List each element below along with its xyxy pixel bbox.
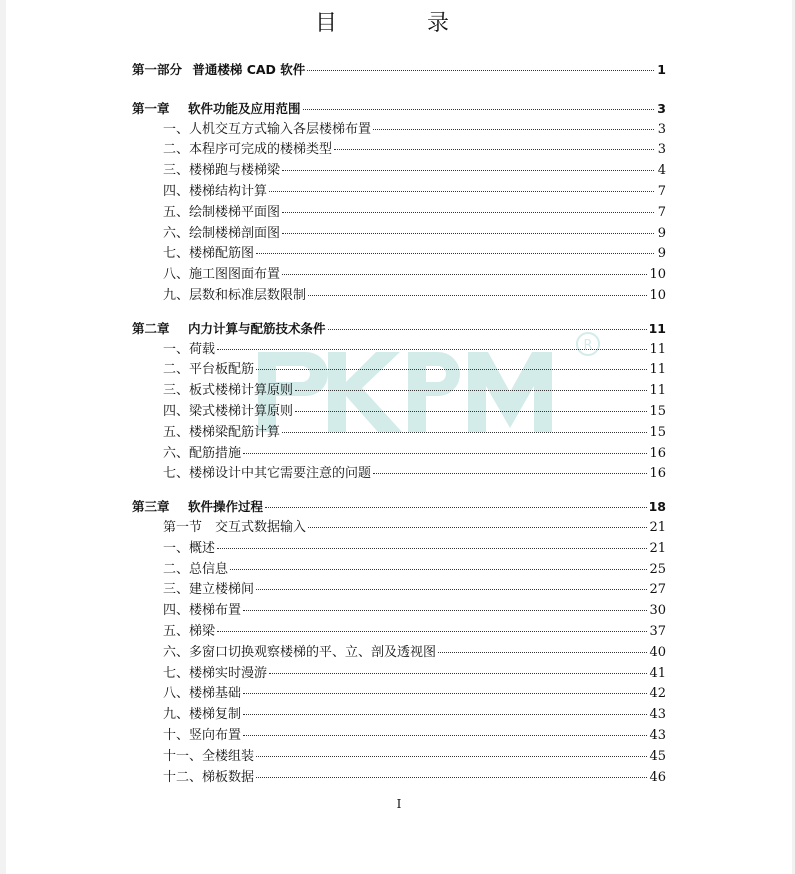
toc-chapter-row[interactable] [132, 497, 666, 518]
page-number: 43 [649, 707, 666, 723]
section-title: 三、建立楼梯间 [163, 582, 255, 598]
leader-dots [256, 755, 647, 757]
leader-dots [282, 232, 654, 234]
toc-section-row[interactable] [132, 444, 666, 465]
page-number: 7 [657, 183, 666, 199]
leader-dots [243, 609, 647, 611]
page-number: 9 [657, 246, 666, 262]
toc-section-row[interactable] [132, 182, 666, 203]
section-title: 八、施工图图面布置 [163, 267, 281, 283]
toc-chapter-row[interactable] [132, 319, 666, 340]
leader-dots [230, 568, 647, 570]
toc-section-row[interactable] [132, 203, 666, 224]
toc-section-row[interactable] [132, 622, 666, 643]
section-title: 二、总信息 [163, 561, 229, 577]
section-title: 七、楼梯实时漫游 [163, 665, 268, 681]
section-title: 十一、全楼组装 [163, 748, 255, 764]
leader-dots [217, 547, 647, 549]
leader-dots [282, 169, 654, 171]
section-title: 六、配筋措施 [163, 445, 242, 461]
leader-dots [282, 431, 647, 433]
page-number: 3 [657, 121, 666, 137]
toc-section-row[interactable] [132, 539, 666, 560]
part-title: 普通楼梯 CAD 软件 [192, 62, 306, 77]
section-title: 七、楼梯配筋图 [163, 246, 255, 262]
leader-dots [243, 734, 647, 736]
leader-dots [217, 630, 647, 632]
toc-section-row[interactable] [132, 643, 666, 664]
section-title: 九、层数和标准层数限制 [163, 287, 307, 303]
document-page [6, 0, 792, 874]
toc-section-row[interactable] [132, 664, 666, 685]
toc-section-row[interactable] [132, 360, 666, 381]
page-number: 16 [649, 466, 666, 482]
page-number: 9 [657, 225, 666, 241]
section-title: 一、人机交互方式输入各层楼梯布置 [163, 121, 372, 137]
toc-section-row[interactable] [132, 705, 666, 726]
leader-dots [243, 713, 647, 715]
toc-section-row[interactable] [132, 560, 666, 581]
toc-section-row[interactable] [132, 286, 666, 307]
section-title: 四、梁式楼梯计算原则 [163, 403, 294, 419]
chapter-prefix: 第二章 [132, 320, 170, 336]
page-number: 10 [649, 287, 666, 303]
section-title: 四、楼梯结构计算 [163, 183, 268, 199]
page-number: 21 [649, 519, 666, 535]
section-title: 一、概述 [163, 540, 216, 556]
section-title: 十二、梯板数据 [163, 769, 255, 785]
section-title: 六、多窗口切换观察楼梯的平、立、剖及透视图 [163, 644, 437, 660]
leader-dots [269, 672, 647, 674]
chapter-list [132, 99, 666, 789]
leader-dots [282, 211, 654, 213]
leader-dots [308, 526, 647, 528]
page-number: 30 [649, 603, 666, 619]
section-title: 六、绘制楼梯剖面图 [163, 225, 281, 241]
toc-section-row[interactable] [132, 224, 666, 245]
page-number: 25 [649, 561, 666, 577]
section-title: 三、楼梯跑与楼梯梁 [163, 163, 281, 179]
section-title: 三、板式楼梯计算原则 [163, 383, 294, 399]
page-number: 1 [657, 62, 666, 77]
page-number: 40 [649, 644, 666, 660]
page-number: 4 [657, 163, 666, 179]
section-title: 十、竖向布置 [163, 727, 242, 743]
toc-chapter-row[interactable] [132, 99, 666, 120]
page-number: 21 [649, 540, 666, 556]
page-number: 16 [649, 445, 666, 461]
section-title: 二、本程序可完成的楼梯类型 [163, 142, 333, 158]
leader-dots [373, 472, 647, 474]
toc-section-row[interactable] [132, 601, 666, 622]
toc-section-row[interactable] [132, 768, 666, 789]
page-title: 目 录 [314, 11, 483, 36]
section-title: 五、梯梁 [163, 623, 216, 639]
leader-dots [373, 128, 654, 130]
page-number: 41 [649, 665, 666, 681]
leader-dots [438, 651, 647, 653]
section-title: 一、荷载 [163, 341, 216, 357]
leader-dots [295, 389, 647, 391]
part-prefix: 第一部分 [132, 62, 183, 77]
toc-section-row[interactable] [132, 726, 666, 747]
leader-dots [295, 410, 647, 412]
toc-section-row[interactable] [132, 518, 666, 539]
leader-dots [334, 148, 654, 150]
page-number: 7 [657, 204, 666, 220]
leader-dots [303, 108, 654, 110]
toc-part-row[interactable] [132, 60, 666, 81]
leader-dots [308, 294, 647, 296]
leader-dots [256, 776, 647, 778]
chapter-prefix: 第一章 [132, 100, 170, 116]
leader-dots [256, 588, 647, 590]
page-number: 11 [649, 362, 666, 378]
leader-dots [243, 692, 647, 694]
leader-dots [307, 69, 654, 71]
leader-dots [269, 190, 654, 192]
page-number: 46 [649, 769, 666, 785]
page-number: 11 [648, 320, 666, 336]
svg-text:R: R [583, 338, 593, 353]
section-title: 四、楼梯布置 [163, 603, 242, 619]
toc-section-row[interactable] [132, 340, 666, 361]
page-number: 15 [649, 403, 666, 419]
toc-section-row[interactable] [132, 684, 666, 705]
section-title: 七、楼梯设计中其它需要注意的问题 [163, 466, 372, 482]
section-title: 八、楼梯基础 [163, 686, 242, 702]
chapter-prefix: 第三章 [132, 499, 170, 515]
page-number: 37 [649, 623, 666, 639]
chapter-title: 内力计算与配筋技术条件 [188, 320, 326, 336]
page-number: 42 [649, 686, 666, 702]
toc-section-row[interactable] [132, 747, 666, 768]
leader-dots [282, 273, 647, 275]
leader-dots [243, 452, 647, 454]
section-title: 五、楼梯梁配筋计算 [163, 424, 281, 440]
page-number: 45 [649, 748, 666, 764]
section-title: 五、绘制楼梯平面图 [163, 204, 281, 220]
chapter-title: 软件功能及应用范围 [188, 100, 301, 116]
toc-section-row[interactable] [132, 464, 666, 485]
toc-section-row[interactable] [132, 120, 666, 141]
page-number: 3 [657, 142, 666, 158]
section-title: 第一节 交互式数据输入 [163, 519, 307, 535]
page-number: 18 [648, 499, 666, 515]
page-number: 10 [649, 267, 666, 283]
leader-dots [256, 368, 647, 370]
section-title: 九、楼梯复制 [163, 707, 242, 723]
page-number: 27 [649, 582, 666, 598]
leader-dots [217, 348, 647, 350]
table-of-contents [132, 60, 666, 788]
page-number: 15 [649, 424, 666, 440]
leader-dots [265, 506, 647, 508]
page-number: 11 [649, 341, 666, 357]
chapter-title: 软件操作过程 [188, 499, 264, 515]
section-title: 二、平台板配筋 [163, 362, 255, 378]
toc-section-row[interactable] [132, 265, 666, 286]
page-number: 3 [657, 100, 666, 116]
page-number: 43 [649, 727, 666, 743]
toc-section-row[interactable] [132, 580, 666, 601]
toc-section-row[interactable] [132, 381, 666, 402]
leader-dots [328, 328, 647, 330]
toc-section-row[interactable] [132, 423, 666, 444]
leader-dots [256, 252, 654, 254]
toc-section-row[interactable] [132, 244, 666, 265]
footer-page-number: I [396, 797, 402, 811]
page-number: 11 [649, 383, 666, 399]
toc-section-row[interactable] [132, 140, 666, 161]
toc-section-row[interactable] [132, 402, 666, 423]
toc-section-row[interactable] [132, 161, 666, 182]
